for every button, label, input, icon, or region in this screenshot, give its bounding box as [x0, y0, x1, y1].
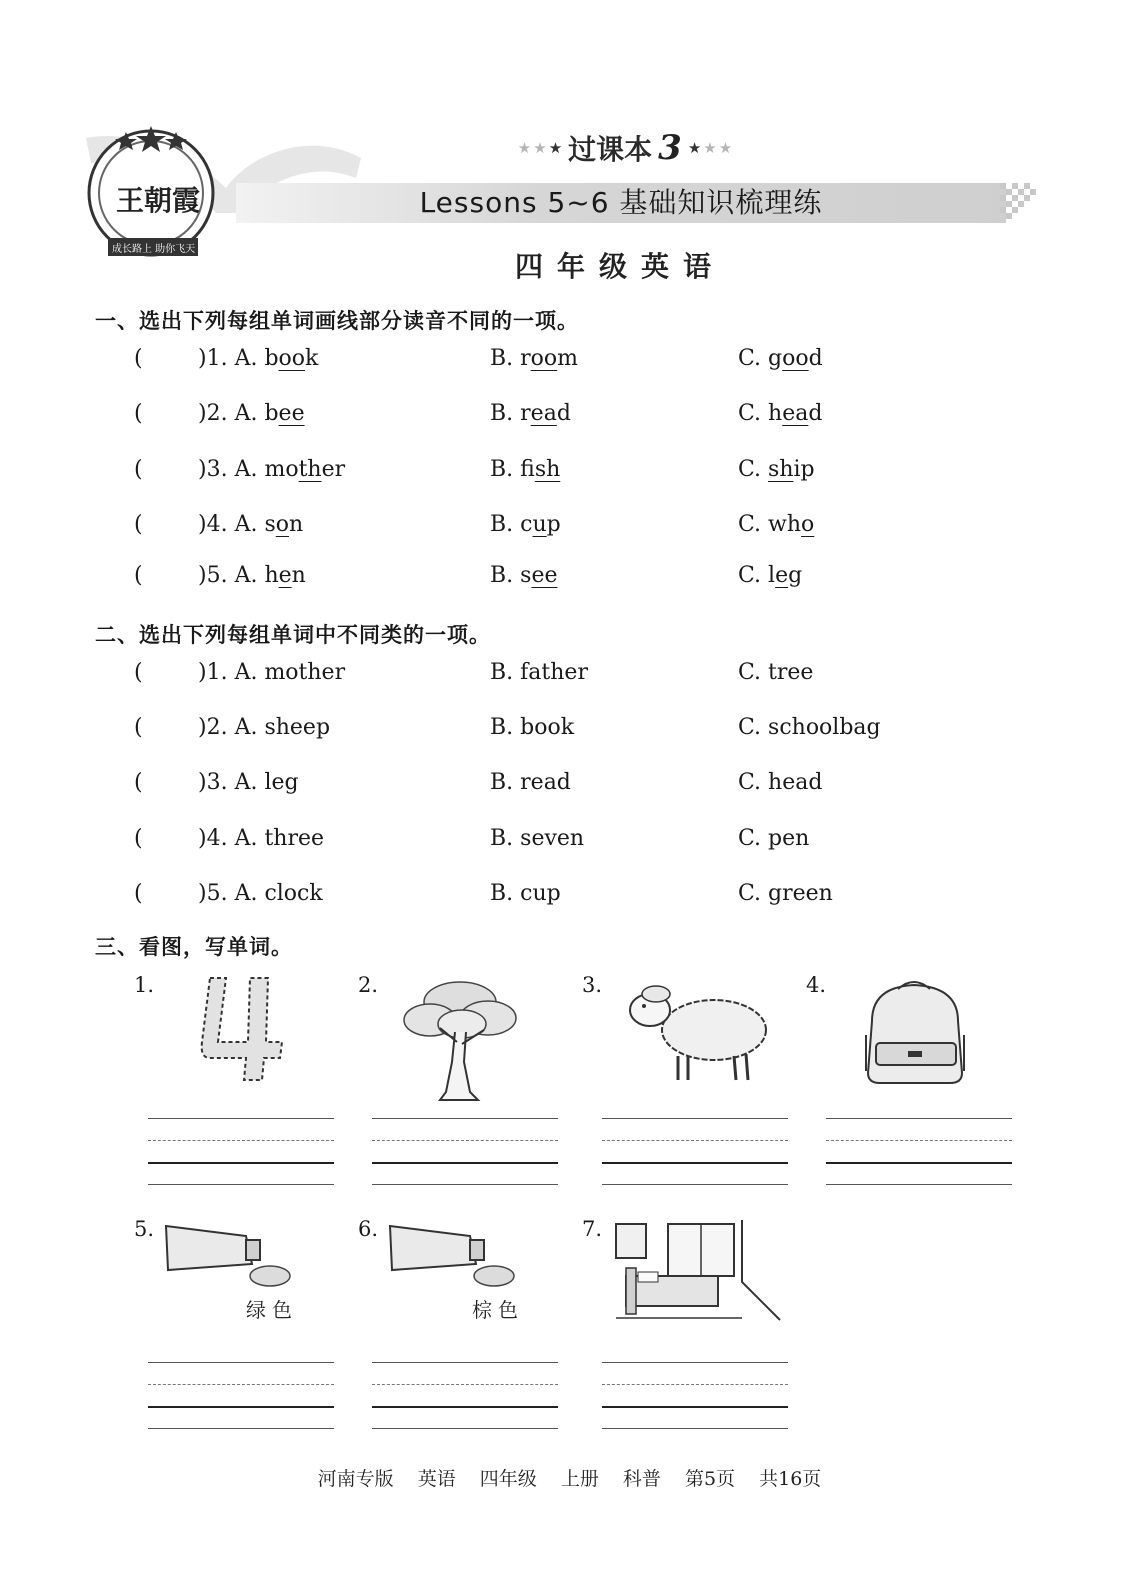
page-subtitle: 四年级英语	[514, 250, 725, 283]
question-row	[0, 770, 1139, 800]
writing-lines[interactable]	[602, 1362, 788, 1430]
answer-blank[interactable]: (	[134, 715, 143, 740]
answer-blank[interactable]: (	[134, 457, 143, 482]
word-part: C. g	[738, 346, 783, 371]
word-part: B. fi	[490, 457, 535, 482]
answer-blank[interactable]: (	[134, 401, 143, 426]
word-part: d	[556, 401, 571, 426]
footer-page-number: 第5页	[684, 1468, 736, 1490]
underlined-letters: oo	[782, 346, 809, 371]
option-b	[490, 512, 561, 537]
star-icon: ★	[687, 139, 702, 157]
word-part: g	[788, 563, 803, 588]
option-b: B. read	[490, 770, 571, 795]
item-number: 5.	[134, 1217, 155, 1241]
underlined-letters: th	[298, 457, 322, 482]
footer-grade: 四年级	[479, 1468, 537, 1490]
underlined-letters: oo	[530, 346, 558, 371]
item-number: 3.	[582, 973, 603, 997]
option-b	[490, 457, 560, 482]
option-b	[490, 563, 558, 588]
tree-icon	[400, 972, 520, 1108]
sheep-icon	[622, 972, 772, 1092]
question-row	[0, 457, 1139, 487]
word-part: ip	[793, 457, 815, 482]
underlined-letters: e	[278, 563, 292, 588]
option-c: C. green	[738, 881, 833, 906]
item-number: 4.	[806, 973, 827, 997]
schoolbag-icon	[858, 975, 972, 1091]
star-icon: ★	[533, 139, 547, 157]
option-c: C. schoolbag	[738, 715, 881, 740]
option-a: )4. A. three	[198, 826, 325, 851]
question-row	[0, 660, 1139, 690]
number-four-icon	[196, 972, 288, 1088]
word-part: C.	[738, 457, 769, 482]
star-icon: ★	[517, 139, 532, 157]
question-row	[0, 346, 1139, 376]
footer-subject: 英语	[417, 1468, 456, 1490]
word-part: er	[321, 457, 346, 482]
option-a: )5. A. clock	[198, 881, 323, 906]
option-b: B. cup	[490, 881, 561, 906]
color-label: 棕色	[472, 1298, 524, 1322]
writing-lines[interactable]	[372, 1118, 558, 1186]
question-row	[0, 826, 1139, 856]
color-label: 绿色	[246, 1298, 298, 1322]
option-b: B. book	[490, 715, 575, 740]
section3-heading: 三、看图，写单词。	[95, 935, 293, 959]
question-number: )5. A.	[198, 563, 265, 588]
option-b: B. seven	[490, 826, 585, 851]
svg-text:王朝霞: 王朝霞	[116, 184, 201, 217]
option-c	[738, 346, 823, 371]
underlined-letters: sh	[768, 457, 794, 482]
question-row	[0, 512, 1139, 542]
option-a	[198, 401, 305, 426]
answer-blank[interactable]: (	[134, 660, 143, 685]
item-number: 1.	[134, 973, 155, 997]
bedroom-icon	[612, 1220, 782, 1328]
page-footer	[0, 1464, 1139, 1491]
option-a	[198, 563, 306, 588]
footer-edition: 河南专版	[317, 1468, 394, 1490]
question-row	[0, 881, 1139, 911]
word-part: B. r	[490, 346, 531, 371]
paint-tube-icon	[162, 1220, 292, 1296]
option-b	[490, 401, 571, 426]
item-number: 7.	[582, 1217, 603, 1241]
word-part: s	[264, 512, 276, 537]
word-part: b	[264, 401, 279, 426]
word-part: C. wh	[738, 512, 802, 537]
option-b	[490, 346, 578, 371]
footer-total-pages: 共16页	[759, 1468, 822, 1490]
question-row	[0, 563, 1139, 593]
option-c: C. tree	[738, 660, 814, 685]
section2-heading: 二、选出下列每组单词中不同类的一项。	[95, 623, 491, 647]
underlined-letters: o	[275, 512, 289, 537]
option-c: C. pen	[738, 826, 810, 851]
option-c: C. head	[738, 770, 823, 795]
writing-lines[interactable]	[826, 1118, 1012, 1186]
underlined-letters: ee	[531, 563, 558, 588]
svg-text:成长路上 助你飞天: 成长路上 助你飞天	[112, 244, 196, 255]
star-icon: ★	[703, 139, 717, 157]
word-part: C. h	[738, 401, 783, 426]
footer-volume: 上册	[560, 1468, 599, 1490]
answer-blank[interactable]: (	[134, 770, 143, 795]
question-number: )3. A.	[198, 457, 265, 482]
option-c	[738, 401, 822, 426]
word-part: b	[264, 346, 279, 371]
underlined-letters: u	[532, 512, 547, 537]
footer-publisher: 科普	[622, 1468, 661, 1490]
question-number: )1. A.	[198, 346, 265, 371]
word-part: h	[264, 563, 279, 588]
writing-lines[interactable]	[148, 1118, 334, 1186]
lesson-title: Lessons 5~6 基础知识梳理练	[419, 186, 823, 219]
option-a: )1. A. mother	[198, 660, 346, 685]
underlined-letters: oo	[278, 346, 306, 371]
underlined-letters: ee	[278, 401, 305, 426]
answer-blank[interactable]: (	[134, 346, 143, 371]
answer-blank[interactable]: (	[134, 512, 143, 537]
answer-blank[interactable]: (	[134, 881, 143, 906]
question-row	[0, 715, 1139, 745]
series-number: 3	[658, 128, 682, 168]
word-part: k	[305, 346, 319, 371]
option-a: )3. A. leg	[198, 770, 299, 795]
option-a	[198, 512, 303, 537]
option-c	[738, 457, 815, 482]
item-number: 2.	[358, 973, 379, 997]
underlined-letters: o	[801, 512, 815, 537]
option-a	[198, 346, 318, 371]
writing-lines[interactable]	[372, 1362, 558, 1430]
underlined-letters: sh	[534, 457, 561, 482]
option-a	[198, 457, 345, 482]
word-part: n	[289, 512, 304, 537]
option-b: B. father	[490, 660, 588, 685]
writing-lines[interactable]	[148, 1362, 334, 1430]
word-part: B. s	[490, 563, 532, 588]
star-icon: ★	[548, 139, 563, 157]
series-label	[500, 128, 750, 168]
option-a: )2. A. sheep	[198, 715, 331, 740]
question-number: )2. A.	[198, 401, 265, 426]
underlined-letters: ea	[782, 401, 809, 426]
word-part: p	[546, 512, 561, 537]
question-number: )4. A.	[198, 512, 265, 537]
word-part: mo	[264, 457, 299, 482]
writing-lines[interactable]	[602, 1118, 788, 1186]
word-part: B. c	[490, 512, 533, 537]
star-icon: ★	[718, 139, 733, 157]
word-part: n	[291, 563, 306, 588]
option-c	[738, 563, 802, 588]
word-part: B. r	[490, 401, 531, 426]
series-title: 过课本	[568, 133, 653, 166]
answer-blank[interactable]: (	[134, 826, 143, 851]
word-part: C. l	[738, 563, 776, 588]
option-c	[738, 512, 814, 537]
word-part: m	[557, 346, 579, 371]
paint-tube-icon	[386, 1220, 516, 1296]
word-part: d	[808, 401, 823, 426]
underlined-letters: e	[775, 563, 789, 588]
item-number: 6.	[358, 1217, 379, 1241]
question-row	[0, 401, 1139, 431]
word-part: d	[808, 346, 823, 371]
section1-heading: 一、选出下列每组单词画线部分读音不同的一项。	[95, 309, 579, 333]
underlined-letters: ea	[530, 401, 557, 426]
answer-blank[interactable]: (	[134, 563, 143, 588]
